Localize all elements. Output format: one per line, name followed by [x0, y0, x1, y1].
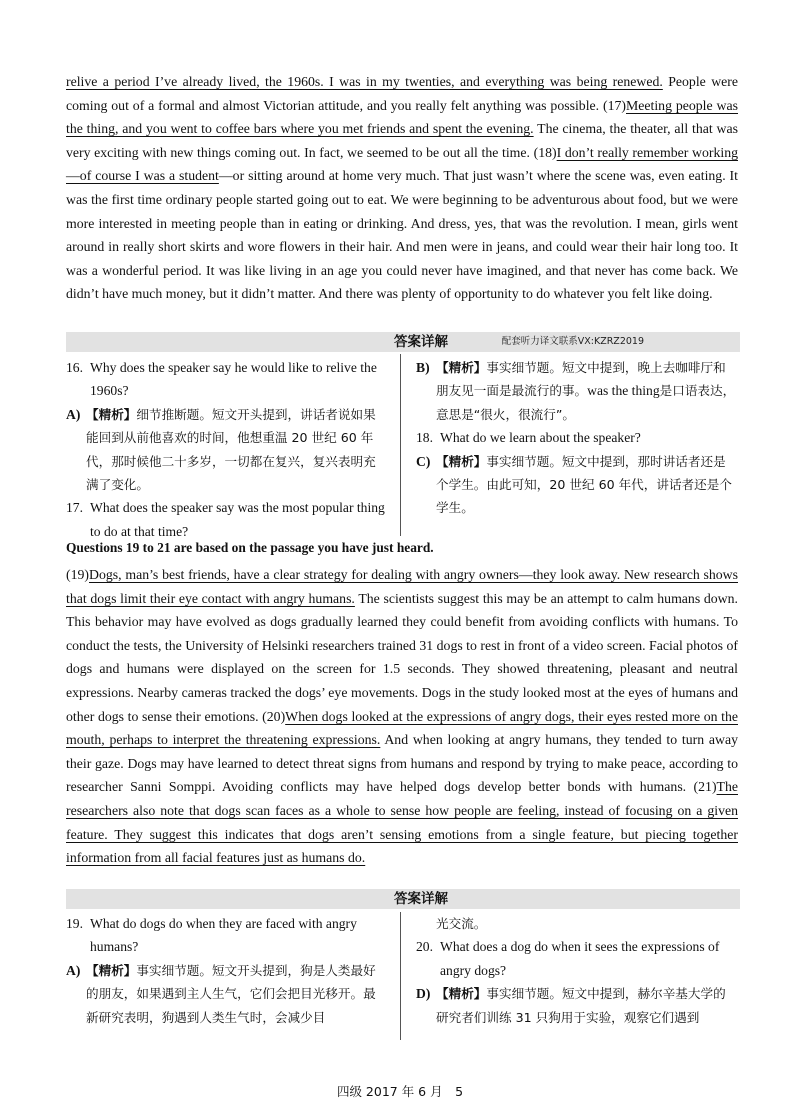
underlined-sentence-21: The researchers also note that dogs scan faces as a whole to sense how people are feeling, instead of focusing on a given feature. They suggest this indicates that dogs aren’t sensing emotions from a single feature, but piecing together information from all facial features just as humans do.: [66, 779, 738, 866]
underlined-sentence-18: I don’t really remember working—of course I was a student: [66, 144, 738, 184]
passage-1: [66, 70, 738, 306]
underlined-sentence-20: When dogs looked at the expressions of angry dogs, their eyes rested more on the mouth, perhaps to interpret the threatening expressions.: [66, 708, 738, 748]
answer-16: A) 【精析】细节推断题。短文开头提到，讲话者说如果能回到从前他喜欢的时间，他想重温 20 世纪 60 年代，那时候他二十多岁，一切都在复兴，复兴表明充满了变化。: [66, 406, 376, 493]
question-17: 17. What does the speaker say was the most popular thing to do at that time?: [66, 500, 385, 539]
answer-17: B) 【精析】事实细节题。短文中提到，晚上去咖啡厅和朋友见一面是最流行的事。was the thing是口语表达，意思是“很火，很流行”。: [416, 360, 736, 422]
passage-2-text: (19)Dogs, man’s best friends, have a clear strategy for dealing with angry owners—they look away. New research shows that dogs limit their eye contact with angry humans. The scientists suggest this may be an attempt to calm humans down. This behavior may have evolved as dogs gradually learned they could benefit from avoiding conflicts with humans. To conduct the tests, the University of Helsinki researchers trained 31 dogs to rest in front of a video screen. Facial photos of dogs and humans were displayed on the screen for 1.5 seconds. They showed threatening, pleasant and neutral expressions. Nearby cameras tracked the dogs’ eye movements. Dogs in the study looked most at the eyes of humans and other dogs to sense their emotions. (20)When dogs looked at the expressions of angry dogs, their eyes rested more on the mouth, perhaps to interpret the threatening expressions. And when looking at angry humans, they tended to turn away their gaze. Dogs may have learned to detect threat signs from humans and respond by trying to make peace, according to researcher Sanni Somppi. Avoiding conflicts may have helped dogs develop better bonds with humans. (21)The researchers also note that dogs scan faces as a whole to sense how people are feeling, instead of focusing on a given feature. They suggest this indicates that dogs aren’t sensing emotions from a single feature, but piecing together information from all facial features just as humans do.: [66, 567, 738, 866]
answer-20: D) 【精析】事实细节题。短文中提到，赫尔辛基大学的研究者们训练 31 只狗用于实验，观察它们遇到: [416, 986, 726, 1025]
left-column-1: [66, 356, 388, 543]
passage-1-text: relive a period I’ve already lived, the 1960s. I was in my twenties, and everything was being renewed. People were coming out of a formal and almost Victorian attitude, and you really felt anything was possible. (17)Meeting people was the thing, and you went to coffee bars where you met friends and spent the evening. The cinema, the theater, all that was very exciting with new things coming out. In fact, we seemed to be out all the time. (18)I don’t really remember working—of course I was a student—or sitting around at home very much. That just wasn’t where the scene was, even eating. It was the first time ordinary people started going out to eat. We were beginning to be adventurous about food, but we were more interested in meeting people than in eating or drinking. And dress, yes, that was the revolution. I mean, girls went around in really short skirts and wore flowers in their hair. And men were in jeans, and could wear their hair long too. It was a wonderful period. It was like living in an age you could never have imagined, and that never has come back. We didn’t have much money, but it didn’t matter. And there was plenty of opportunity to do whatever you felt like doing.: [66, 74, 738, 302]
question-16: 16. Why does the speaker say he would like to relive the 1960s?: [66, 360, 377, 399]
questions-heading: Questions 19 to 21 are based on the passage you have just heard.: [66, 540, 434, 555]
answer-explanation-band-2: [66, 889, 740, 909]
band-title-2: 答案详解: [394, 891, 448, 907]
column-divider-2: [400, 912, 401, 1040]
marker-17: (17): [603, 97, 626, 113]
answer-18: C) 【精析】事实细节题。短文中提到，那时讲话者还是个学生。由此可知，20 世纪 60 年代，讲话者还是个学生。: [416, 453, 732, 516]
question-18: 18. What do we learn about the speaker?: [416, 430, 641, 446]
left-column-2: [66, 912, 388, 1029]
marker-20: (20): [262, 708, 286, 724]
marker-18: (18): [533, 144, 557, 160]
underlined-sentence: relive a period I’ve already lived, the 1960s. I was in my twenties, and everything was being renewed.: [66, 74, 663, 89]
answer-explanation-band: [66, 332, 740, 352]
page-footer: 四级 2017 年 6 月 5: [336, 1084, 464, 1099]
band-note: 配套听力译文联系VX:KZRZ2019: [501, 336, 644, 347]
question-20: 20. What does a dog do when it sees the expressions of angry dogs?: [416, 939, 720, 978]
right-column-2: [416, 912, 738, 1029]
underlined-sentence-19: Dogs, man’s best friends, have a clear strategy for dealing with angry owners—they look away. New research shows that dogs limit their eye contact with angry humans.: [66, 567, 738, 606]
column-divider: [400, 354, 401, 536]
answer-19: A) 【精析】事实细节题。短文开头提到，狗是人类最好的朋友，如果遇到主人生气，它们会把目光移开。最新研究表明，狗遇到人类生气时，会减少目: [66, 962, 376, 1025]
band-title: 答案详解: [394, 334, 448, 350]
underlined-sentence-17: Meeting people was the thing, and you went to coffee bars where you met friends and spent the evening.: [66, 97, 738, 137]
right-column-1: [416, 356, 738, 520]
answer-19-continued: 光交流。: [436, 916, 487, 931]
passage-2: [66, 563, 738, 870]
marker-19: (19): [66, 567, 89, 582]
question-19: 19. What do dogs do when they are faced with angry humans?: [66, 916, 357, 955]
marker-21: (21): [693, 779, 717, 795]
